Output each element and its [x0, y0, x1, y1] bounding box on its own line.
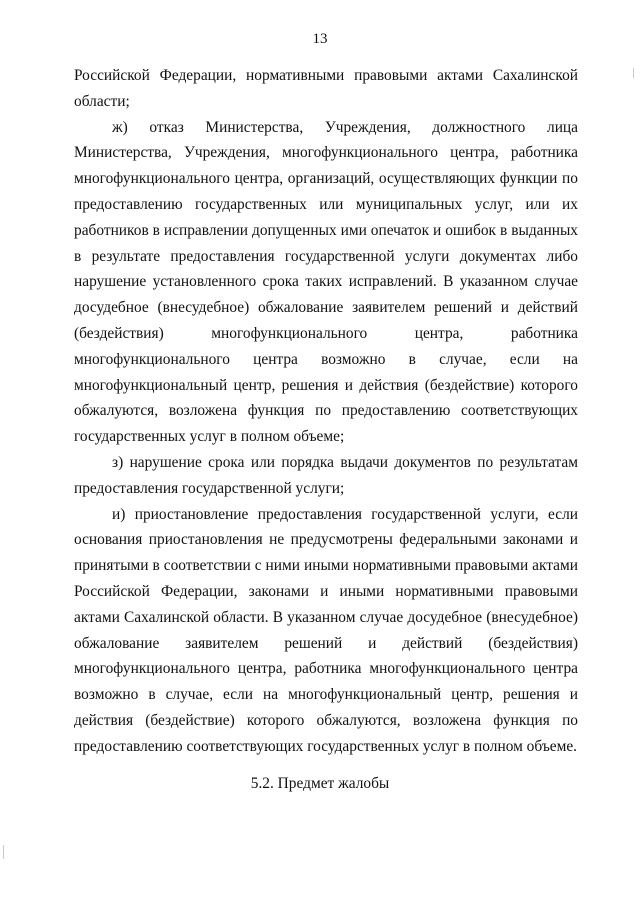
section-heading: 5.2. Предмет жалобы: [250, 775, 390, 792]
paragraph-item-i: и) приостановление предоставления государственной услуги, если основания приостановления не предусмотрены федеральными законами и принятыми в соответствии с ними иными нормативными правовыми актами Российской Федерации, законами и иными нормативными правовыми актами Сахалинской области. В указанном случае досудебное (внесудебное) обжалование заявителем решений и действий (бездействия) многофункционального центра, работника многофункционального центра возможно в случае, если на многофункциональный центр, решения и действия (бездействие) которого обжалуются, возложена функция по предоставлению соответствующих государственных услуг в полном объеме.: [74, 505, 578, 755]
paragraph-item-z: з) нарушение срока или порядка выдачи документов по результатам предоставления государственной услуги;: [74, 453, 578, 497]
paragraph-item-zh: ж) отказ Министерства, Учреждения, должностного лица Министерства, Учреждения, многофункционального центра, работника многофункционального центра, организаций, осуществляющих функции по предоставлению государственных или муниципальных услуг, или их работников в исправлении допущенных ими опечаток и ошибок в выданных в результате предоставления государственной услуги документах либо нарушение установленного срока таких исправлений. В указанном случае досудебное (внесудебное) обжалование заявителем решений и действий (бездействия) многофункционального центра, работника многофункционального центра возможно в случае, если на многофункциональный центр, решения и действия (бездействие) которого обжалуются, возложена функция по предоставлению соответствующих государственных услуг в полном объеме;: [74, 118, 578, 446]
paragraph-continuation: Российской Федерации, нормативными правовыми актами Сахалинской области;: [74, 67, 578, 110]
document-body: [74, 63, 578, 760]
scan-edge-mark-right: [633, 68, 634, 78]
scan-edge-mark-left: [3, 845, 4, 859]
page-number: 13: [312, 31, 328, 47]
